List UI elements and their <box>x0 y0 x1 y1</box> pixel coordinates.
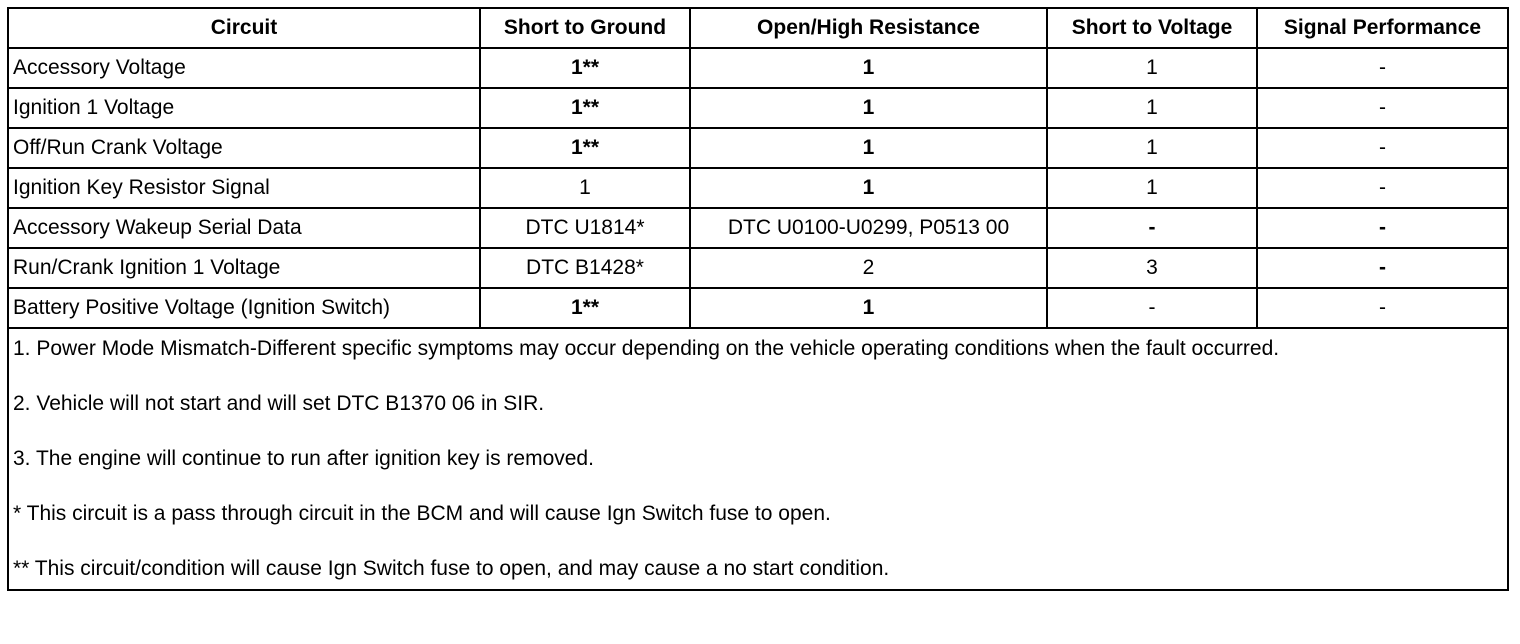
notes-cell <box>8 328 1508 590</box>
cell-open-high-resistance: 1 <box>690 128 1047 168</box>
cell-signal-performance: - <box>1257 128 1508 168</box>
table-row <box>8 288 1508 328</box>
cell-open-high-resistance: 2 <box>690 248 1047 288</box>
cell-circuit: Run/Crank Ignition 1 Voltage <box>8 248 480 288</box>
table-row <box>8 88 1508 128</box>
cell-signal-performance: - <box>1257 88 1508 128</box>
table-row <box>8 128 1508 168</box>
cell-signal-performance: - <box>1257 208 1508 248</box>
table-row <box>8 248 1508 288</box>
cell-short-to-voltage: 1 <box>1047 88 1257 128</box>
table-row <box>8 208 1508 248</box>
cell-short-to-ground: 1** <box>480 288 690 328</box>
header-open-high-resistance: Open/High Resistance <box>690 8 1047 48</box>
cell-short-to-voltage: - <box>1047 208 1257 248</box>
cell-circuit: Accessory Wakeup Serial Data <box>8 208 480 248</box>
cell-short-to-ground: 1 <box>480 168 690 208</box>
cell-short-to-ground: 1** <box>480 128 690 168</box>
cell-signal-performance: - <box>1257 288 1508 328</box>
cell-short-to-voltage: 1 <box>1047 168 1257 208</box>
cell-short-to-ground: 1** <box>480 88 690 128</box>
header-circuit: Circuit <box>8 8 480 48</box>
cell-circuit: Accessory Voltage <box>8 48 480 88</box>
cell-open-high-resistance: 1 <box>690 288 1047 328</box>
cell-signal-performance: - <box>1257 48 1508 88</box>
cell-short-to-voltage: 1 <box>1047 128 1257 168</box>
cell-short-to-voltage: 1 <box>1047 48 1257 88</box>
cell-signal-performance: - <box>1257 168 1508 208</box>
cell-circuit: Ignition Key Resistor Signal <box>8 168 480 208</box>
cell-short-to-voltage: 3 <box>1047 248 1257 288</box>
footnote-single-asterisk: * This circuit is a pass through circuit in the BCM and will cause Ign Switch fuse to open. <box>13 502 831 525</box>
footnote-3: 3. The engine will continue to run after ignition key is removed. <box>13 447 594 470</box>
cell-open-high-resistance: DTC U0100-U0299, P0513 00 <box>690 208 1047 248</box>
cell-open-high-resistance: 1 <box>690 48 1047 88</box>
footnote-2: 2. Vehicle will not start and will set DTC B1370 06 in SIR. <box>13 392 545 415</box>
header-row <box>8 8 1508 48</box>
footnote-1: 1. Power Mode Mismatch-Different specific symptoms may occur depending on the vehicle operating conditions when the fault occurred. <box>13 337 1280 360</box>
cell-short-to-ground: 1** <box>480 48 690 88</box>
cell-short-to-ground: DTC B1428* <box>480 248 690 288</box>
cell-open-high-resistance: 1 <box>690 88 1047 128</box>
cell-signal-performance: - <box>1257 248 1508 288</box>
cell-open-high-resistance: 1 <box>690 168 1047 208</box>
header-short-to-voltage: Short to Voltage <box>1047 8 1257 48</box>
cell-short-to-voltage: - <box>1047 288 1257 328</box>
header-short-to-ground: Short to Ground <box>480 8 690 48</box>
circuit-fault-table-container <box>7 7 1507 591</box>
header-signal-performance: Signal Performance <box>1257 8 1508 48</box>
cell-circuit: Battery Positive Voltage (Ignition Switch) <box>8 288 480 328</box>
footnote-double-asterisk: ** This circuit/condition will cause Ign Switch fuse to open, and may cause a no start condition. <box>13 557 890 580</box>
notes-row <box>8 328 1508 590</box>
cell-short-to-ground: DTC U1814* <box>480 208 690 248</box>
table-row <box>8 48 1508 88</box>
table-row <box>8 168 1508 208</box>
circuit-fault-table <box>7 7 1509 591</box>
cell-circuit: Off/Run Crank Voltage <box>8 128 480 168</box>
cell-circuit: Ignition 1 Voltage <box>8 88 480 128</box>
